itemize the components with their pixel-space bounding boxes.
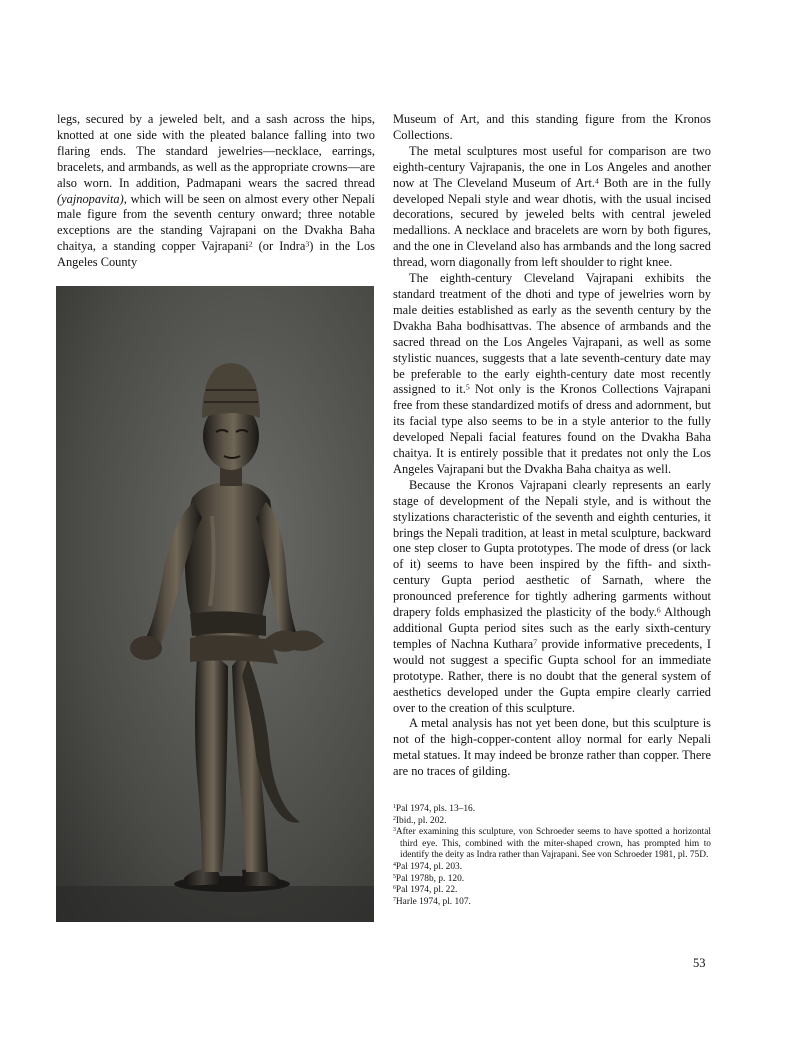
- footnote: $^7$Harle 1974, pl. 107.: [393, 896, 471, 907]
- page-number: 53: [693, 956, 706, 970]
- right-paragraph-3: The eighth-century Cleveland Vajrapani exhibits the standard treatment of the dhoti and type of jewelries worn by male deities established as early as the seventh century by the Dvakha Baha bodhisattvas. The absence of armbands and the sacred thread on the Los Angeles Vajrapani, as well as some stylistic nuances, suggests that a late seventh-century date may be preferable to the early eighth-century date most recently assigned to it.$^5$ Not only is the Kronos Collections Vajrapani free from these standardized motifs of dress and adornment, but its facial type also seems to be in a style anterior to the fully developed Nepali facial features found on the Dvakha Baha chaitya. It is entirely possible that it predates not only the Los Angeles Vajrapani but the Dvakha Baha chaitya as well.: [393, 271, 711, 476]
- footnote: $^2$Ibid., pl. 202.: [393, 815, 447, 826]
- right-paragraph-5: A metal analysis has not yet been done, but this sculpture is not of the high-copper-content alloy normal for early Nepali metal statues. It may indeed be bronze rather than copper. There are no traces of gilding.: [393, 716, 711, 779]
- right-paragraph-1: Museum of Art, and this standing figure from the Kronos Collections.: [393, 112, 711, 142]
- vajrapani-statue-image: [56, 286, 374, 922]
- footnote-ref[interactable]: 6: [656, 605, 661, 615]
- footnote: $^5$Pal 1978b, p. 120.: [393, 873, 465, 884]
- statue-photograph: [56, 286, 374, 922]
- right-paragraph-2: The metal sculptures most useful for comparison are two eighth-century Vajrapanis, the one in Los Angeles and another now at The Cleveland Museum of Art.$^4$ Both are in the fully developed Nepali style and wear dhotis, with the usual incised decorations, secured by jeweled belts with central jeweled medallions. A necklace and bracelets are worn by both figures, and the one in Cleveland also has armbands and the long sacred thread, worn diagonally from left shoulder to right knee.: [393, 143, 712, 270]
- footnote-ref[interactable]: 7: [533, 637, 538, 647]
- footnote-ref[interactable]: 4: [594, 175, 599, 185]
- footnote: $^6$Pal 1974, pl. 22.: [393, 885, 458, 896]
- footnote: $^3$After examining this sculpture, von Schroeder seems to have spotted a horizontal third eye. This, combined with the miter-shaped crown, has prompted him to identify the deity as Indra rather than Vajrapani. See von Schroeder 1981, pl. 75D.: [393, 827, 711, 861]
- footnotes: [393, 804, 711, 908]
- left-text-column: [57, 112, 375, 271]
- right-paragraph-4: Because the Kronos Vajrapani clearly represents an early stage of development of the Nepali style, and is without the stylizations characteristic of the seventh and eighth centuries, it brings the Nepali tradition, at least in metal sculpture, backward one step closer to Gupta prototypes. The mode of dress (or lack of it) seems to have been inspired by the fifth- and sixth-century Gupta period aesthetic of Sarnath, where the pronounced preference for tightly adhering garments without drapery folds emphasized the plasticity of the body.$^6$ Although additional Gupta period sites such as the early sixth-century temples of Nachna Kuthara$^7$ provide informative precedents, I would not suggest a specific Gupta school for an immediate prototype. Rather, there is no doubt that the general system of aesthetics developed under the Gupta empire clearly carried over to the creation of this sculpture.: [393, 477, 711, 715]
- footnote: $^1$Pal 1974, pls. 13–16.: [393, 804, 476, 814]
- footnote: $^4$Pal 1974, pl. 203.: [393, 861, 463, 872]
- sanskrit-term: (yajnopavita),: [57, 191, 127, 206]
- footnote-ref[interactable]: 5: [465, 382, 470, 392]
- footnote-ref[interactable]: 3: [305, 239, 310, 249]
- left-paragraph: legs, secured by a jeweled belt, and a sash across the hips, knotted at one side with the pleated balance falling into two flaring ends. The standard jewelries—necklace, earrings, bracelets, and armbands, as well as the appropriate crowns—are also worn. In addition, Padmapani wears the sacred thread (yajnopavita), which will be seen on almost every other Nepali male figure from the seventh century onward; three notable exceptions are the standing Vajrapani on the Dvakha Baha chaitya, a standing copper Vajrapani$^2$ (or Indra$^3$) in the Los Angeles County: [57, 112, 375, 270]
- right-text-column: [393, 112, 711, 780]
- footnote-ref[interactable]: 2: [248, 239, 253, 249]
